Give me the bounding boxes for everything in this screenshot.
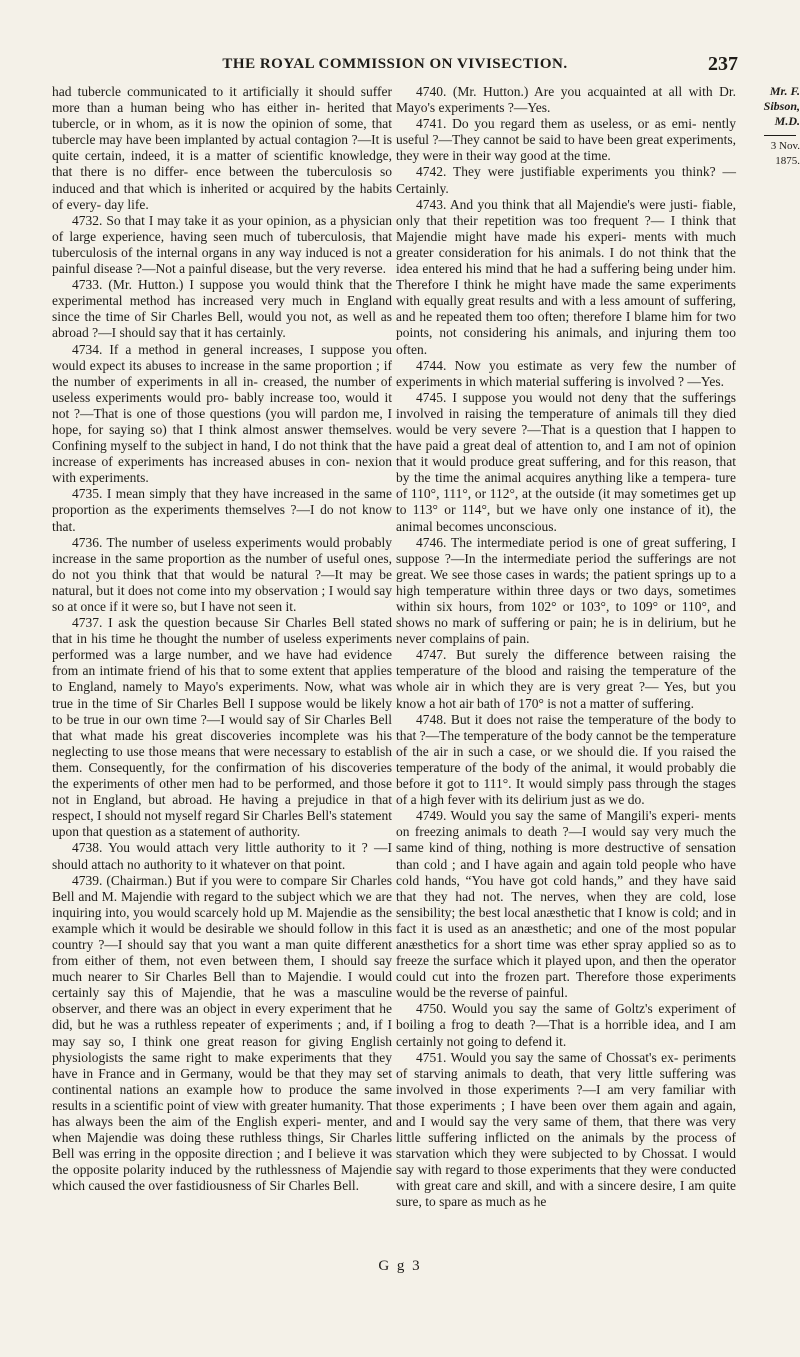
paragraph: had tubercle communicated to it artificially it should suffer more than a human being who has either in- herited that tubercle, or in whom, as it is now the opinion of some, that tubercle may have been implanted by actual contagion ?—It is quite certain, indeed, it is a matter of scientific knowledge, that there is no differ- ence between the tuberculosis so induced and that which is inherited or acquired by the habits of every- day life. [52,84,392,212]
right-column [396,84,736,1211]
paragraph: 4748. But it does not raise the temperature of the body to that ?—The temperature of the body cannot be the temperature of the air in such a case, or we should die. If you raised the temperature of the body of the animal, it would probably die before it got to 111°. It would simply pass through the stages of a high fever with its delirium just as we do. [396,711,736,808]
paragraph: 4735. I mean simply that they have increased in the same proportion as the experiments themselves ?—I do not know that. [52,486,392,534]
page-header [52,53,738,78]
paragraph: 4740. (Mr. Hutton.) Are you acquainted at all with Dr. Mayo's experiments ?—Yes. [396,84,736,116]
left-column [52,84,392,1194]
paragraph: 4734. If a method in general increases, I suppose you would expect its abuses to increase in the same proportion ; if the number of experiments in all in- creased, the number of useless experiments would pro- bably increase too, would it not ?—That is one of those questions (you will pardon me, I hope, for saying so) that I think almost answer themselves. Confining myself to the subject in hand, I do not think that the increase of experiments has increased abuses in con- nexion with experiments. [52,341,392,486]
session-date: 3 Nov. 1875. [770,140,800,167]
page-number: 237 [708,53,738,75]
paragraph: 4732. So that I may take it as your opinion, as a physician of large experience, having seen much of tuberculosis, that tuberculosis of the internal organs in any way induced is not a painful disease ?—Not a painful disease, but the very reverse. [52,212,392,277]
paragraph: 4744. Now you estimate as very few the number of experiments in which material suffering is involved ? —Yes. [396,357,736,389]
paragraph: 4742. They were justifiable experiments you think? —Certainly. [396,164,736,196]
paragraph: 4738. You would attach very little authority to it ? —I should attach no authority to it whatever on that point. [52,840,392,872]
paragraph: 4750. Would you say the same of Goltz's experiment of boiling a frog to death ?—That is a horrible idea, and I am certainly not going to defend it. [396,1001,736,1049]
paragraph: 4739. (Chairman.) But if you were to compare Sir Charles Bell and M. Majendie with regard to the subject which we are inquiring into, you would scarcely hold up M. Majendie as the example which it would be desirable we should follow in this country ?—I should say that you want a man quite different from either of them, not even between them, I should say much nearer to Sir Charles Bell than to Majendie. I would certainly say this of Majendie, that he was a masculine observer, and there was an object in every experiment that he did, but he was a ruthless repeater of experiments ; and, if I may say so, I think one great reason for giving English physiologists the same right to make experiments that they have in France and in Germany, would be that they may set continental nations an example how to produce the same results in a scientific point of view with greater humanity. That has always been the aim of the English experi- menter, and when Majendie was doing these ruthless things, Sir Charles Bell was erring in the opposite direction ; and I believe it was the opposite polarity induced by the ruthlessness of Majendie which caused the over fastidiousness of Sir Charles Bell. [52,872,392,1194]
paragraph: 4749. Would you say the same of Mangili's experi- ments on freezing animals to death ?—I would say very much the same kind of thing, nothing is more destructive of sensation than cold ; and I have again and again told people who have cold hands, “You have got cold hands,” and they have said that they had not. The nerves, when they are cold, lose sensibility; the best local anæsthetic that I know is cold; and in fact it is used as an anæsthetic; and one of the most popular anæsthetics for a short time was ether spray applied so as to freeze the surface which it played upon, and then the operator could cut into the frozen part. Therefore those experiments would be the reverse of painful. [396,808,736,1001]
paragraph: 4737. I ask the question because Sir Charles Bell stated that in his time he thought the number of useless experiments performed was a large number, and we have had evidence from an intimate friend of his that to some extent that applies to England, namely to Mayo's experiments. Now, what was true in the time of Sir Charles Bell I suppose would be likely to be true in our own time ?—I would say of Sir Charles Bell that what made his great discoveries incomplete was his neglecting to use those means that were necessary to establish them. Consequently, for the confirmation of his discoveries the experiments of other men had to be performed, and those not in England, but abroad. He having a prejudice in that respect, I should not myself regard Sir Charles Bell's statement upon that question as a statement of authority. [52,615,392,840]
running-title: THE ROYAL COMMISSION ON VIVISECTION. [222,56,568,72]
paragraph: 4747. But surely the difference between raising the temperature of the blood and raising the temperature of the whole air in which they are is very great ?— Yes, but you know a hot air bath of 170° is not a matter of suffering. [396,647,736,711]
margin-divider [764,135,796,136]
witness-degree: M.D. [774,114,800,128]
paragraph: 4751. Would you say the same of Chossat's ex- periments of starving animals to death, that very little suffering was involved in those experiments ?—I am very familiar with those experiments ; I have been over them again and again, and I would say the very same of them, that there was very little suffering inflicted on the animals by the process of starvation which they were subjected to by Chossat. I would say with regard to those experiments that they were conducted with great care and skill, and with a sincere desire, I am quite sure, to spare as much as he [396,1049,736,1210]
paragraph: 4736. The number of useless experiments would probably increase in the same proportion as the number of useful ones, do not you think that that would be natural ?—It may be natural, but it does not come into my observation ; I would say so at once if it were so, but I have not seen it. [52,534,392,614]
printer-signature: G g 3 [378,1258,422,1274]
margin-note [744,84,800,169]
witness-name: Mr. F. Sibson, [763,84,800,113]
paragraph: 4745. I suppose you would not deny that the sufferings involved in raising the temperature of animals till they died would be very severe ?—That is a question that I happen to have paid a great deal of attention to, and I am not of opinion that it would produce great suffering, and for this reason, that by the time the animal acquires anything like a tempera- ture of 110°, 111°, or 112°, at the outside (it may sometimes get up to 113° or 114°, but we have only one instance of it), the animal becomes unconscious. [396,389,736,534]
paragraph: 4746. The intermediate period is one of great suffering, I suppose ?—In the intermediate period the sufferings are not great. We see those cases in wards; the patient springs up to a high temperature within three days or two days, sometimes within six hours, from 102° or 103°, to 109° or 110°, and shows no mark of suffering or pain; he is in delirium, but he never complains of pain. [396,534,736,647]
paragraph: 4741. Do you regard them as useless, or as emi- nently useful ?—They cannot be said to have been great experiments, they were in their way good at the time. [396,116,736,164]
paragraph: 4743. And you think that all Majendie's were justi- fiable, only that their repetition was too frequent ?— I think that Majendie might have made his experi- ments with much greater consideration for his animals. I do not think that the idea entered his mind that he had a suffering being under him. Therefore I think he might have made the same experiments with equally great results and with a less amount of suffering, and he repeated them too often; therefore I blame him for two points, not considering his animals, and injuring them too often. [396,196,736,357]
paragraph: 4733. (Mr. Hutton.) I suppose you would think that the experimental method has increased very much in England since the time of Sir Charles Bell, would you not, as well as abroad ?—I should say that it has certainly. [52,277,392,341]
